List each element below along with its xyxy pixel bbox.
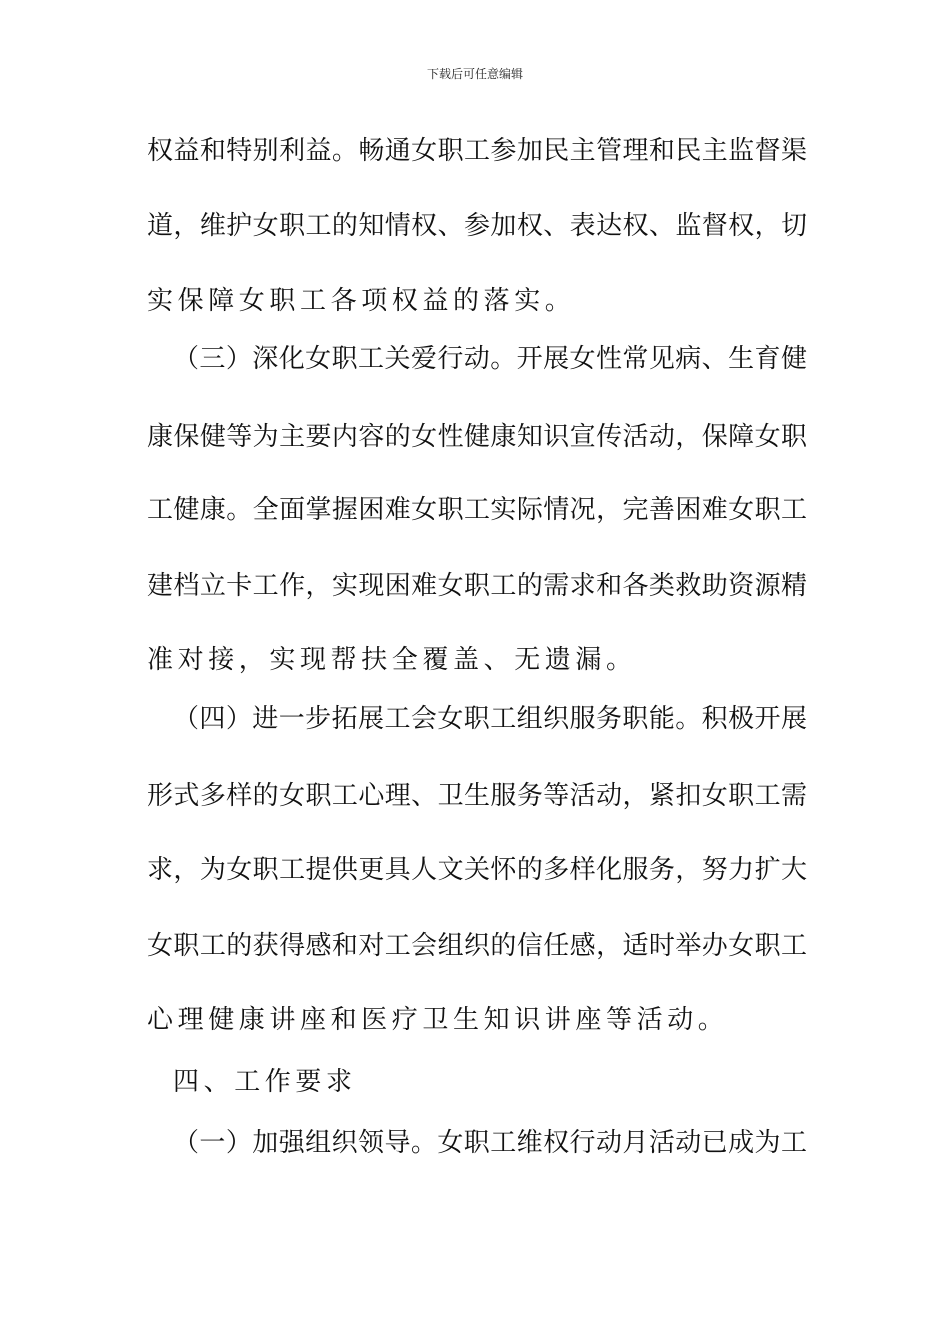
text-line: 建档立卡工作，实现困难女职工的需求和各类救助资源精	[147, 571, 807, 601]
text-line: 形式多样的女职工心理、卫生服务等活动，紧扣女职工需	[147, 781, 807, 811]
page-header: 下载后可任意编辑	[426, 67, 523, 81]
text-line: （四）进一步拓展工会女职工组织服务职能。积极开展	[173, 704, 807, 734]
text-line: 康保健等为主要内容的女性健康知识宣传活动，保障女职	[147, 422, 807, 452]
text-line: （三）深化女职工关爱行动。开展女性常见病、生育健	[173, 344, 807, 374]
text-line: 道，维护女职工的知情权、参加权、表达权、监督权，切	[147, 211, 807, 241]
section-heading: 四、工作要求	[173, 1067, 357, 1097]
text-line: 工健康。全面掌握困难女职工实际情况，完善困难女职工	[147, 495, 807, 525]
text-line: 心理健康讲座和医疗卫生知识讲座等活动。	[147, 1005, 729, 1035]
text-line: 女职工的获得感和对工会组织的信任感，适时举办女职工	[147, 931, 807, 961]
text-line: 求，为女职工提供更具人文关怀的多样化服务，努力扩大	[147, 855, 807, 885]
text-line: 权益和特别利益。畅通女职工参加民主管理和民主监督渠	[147, 136, 807, 166]
text-line: 实保障女职工各项权益的落实。	[147, 286, 576, 316]
text-line: （一）加强组织领导。女职工维权行动月活动已成为工	[173, 1128, 807, 1158]
text-line: 准对接，实现帮扶全覆盖、无遗漏。	[147, 645, 637, 675]
